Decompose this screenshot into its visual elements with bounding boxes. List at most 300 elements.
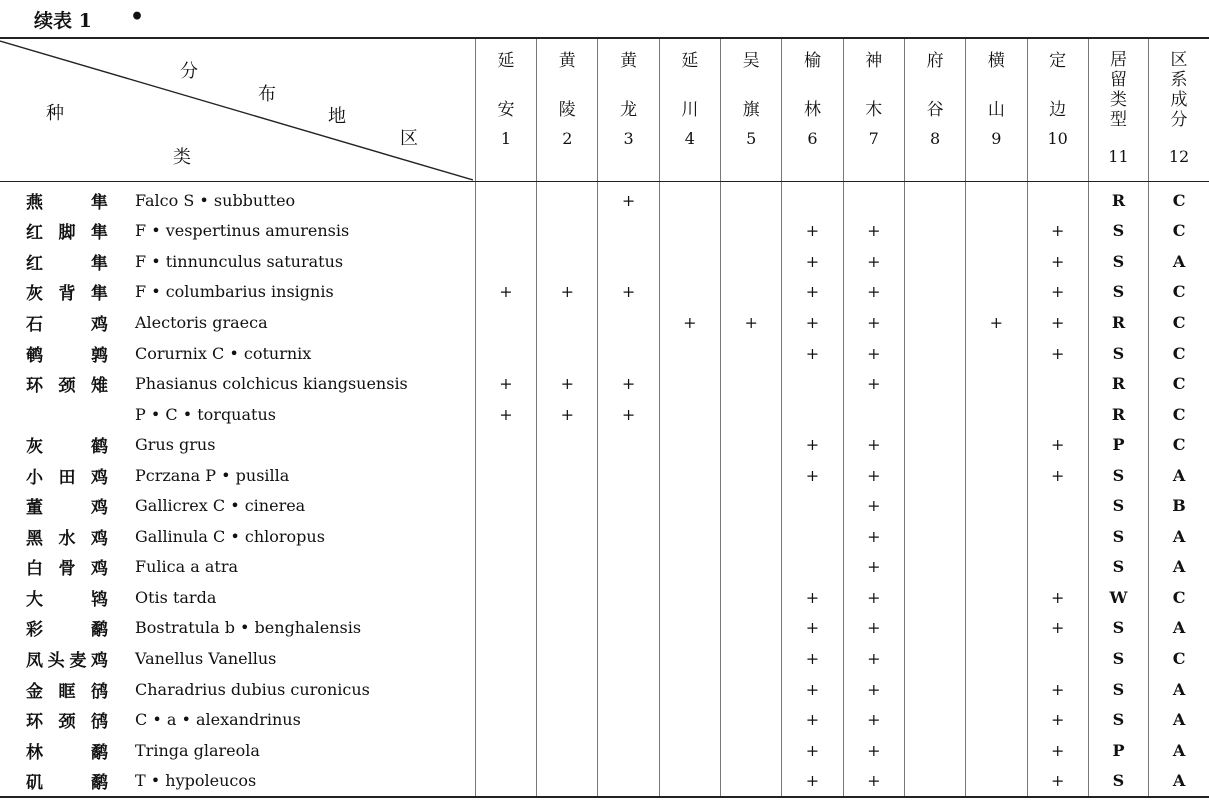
- region-presence-cell: [721, 399, 782, 430]
- zoogeo-component-cell: C: [1149, 643, 1209, 674]
- region-header: [537, 38, 598, 182]
- region-presence-cell: [721, 338, 782, 369]
- species-cell: [0, 735, 475, 766]
- diag-label-bottom: 类: [173, 147, 191, 168]
- region-presence-cell: +: [598, 182, 659, 216]
- region-header-number: 5: [746, 129, 757, 148]
- region-presence-cell: +: [475, 399, 536, 430]
- species-chinese-name: 林鹬: [26, 742, 108, 763]
- residence-type-cell: R: [1088, 368, 1148, 399]
- region-presence-cell: [904, 338, 965, 369]
- region-header: [782, 38, 843, 182]
- region-header: [721, 38, 782, 182]
- region-presence-cell: [904, 460, 965, 491]
- region-presence-cell: [659, 704, 720, 735]
- species-cell: [0, 490, 475, 521]
- region-presence-cell: [475, 338, 536, 369]
- species-cell: [0, 460, 475, 491]
- region-presence-cell: +: [537, 399, 598, 430]
- region-presence-cell: [966, 582, 1027, 613]
- region-header: [659, 38, 720, 182]
- residence-type-cell: S: [1088, 704, 1148, 735]
- region-presence-cell: [721, 429, 782, 460]
- species-chinese-name: 环颈鸻: [26, 712, 108, 733]
- table-caption: 续表 1: [34, 10, 92, 32]
- species-chinese-name: 小田鸡: [26, 467, 108, 488]
- region-presence-cell: [966, 277, 1027, 308]
- species-scientific-name: Charadrius dubius curonicus: [135, 679, 370, 699]
- region-presence-cell: [721, 704, 782, 735]
- species-scientific-name: F • tinnunculus saturatus: [135, 251, 344, 271]
- region-presence-cell: [598, 429, 659, 460]
- species-scientific-name: Falco S • subbutteo: [135, 190, 296, 210]
- region-header-line1: 延: [497, 51, 515, 71]
- region-header-number: 8: [929, 129, 941, 148]
- region-header-line1: 定: [1049, 51, 1067, 71]
- region-header-number: 1: [500, 129, 512, 148]
- region-presence-cell: +: [782, 765, 843, 797]
- residence-type-header: [1088, 38, 1148, 182]
- species-scientific-name: C • a • alexandrinus: [135, 710, 301, 730]
- region-presence-cell: [904, 182, 965, 216]
- caption-dot: •: [130, 4, 145, 30]
- region-presence-cell: [537, 521, 598, 552]
- region-presence-cell: [537, 216, 598, 247]
- region-presence-cell: [475, 216, 536, 247]
- region-presence-cell: +: [1027, 765, 1088, 797]
- region-presence-cell: +: [843, 613, 904, 644]
- region-presence-cell: +: [843, 552, 904, 583]
- residence-type-cell: S: [1088, 460, 1148, 491]
- region-presence-cell: [475, 460, 536, 491]
- region-header-line2: 旗: [742, 100, 760, 120]
- region-presence-cell: [598, 460, 659, 491]
- region-presence-cell: [537, 338, 598, 369]
- region-header-line1: 黄: [620, 51, 638, 71]
- zoogeo-component-cell: A: [1149, 460, 1209, 491]
- residence-type-cell: R: [1088, 307, 1148, 338]
- region-presence-cell: [966, 338, 1027, 369]
- species-chinese-name: 矶鹬: [26, 773, 108, 794]
- region-header-line2: 木: [865, 100, 883, 120]
- region-header-line1: 横: [987, 51, 1005, 71]
- species-cell: [0, 307, 475, 338]
- table-row: [0, 368, 1209, 399]
- region-presence-cell: +: [966, 307, 1027, 338]
- region-presence-cell: [966, 399, 1027, 430]
- region-presence-cell: [904, 735, 965, 766]
- region-presence-cell: [659, 246, 720, 277]
- region-presence-cell: [475, 613, 536, 644]
- region-presence-cell: +: [475, 277, 536, 308]
- region-presence-cell: +: [843, 704, 904, 735]
- region-presence-cell: [904, 216, 965, 247]
- species-cell: [0, 582, 475, 613]
- region-header: [966, 38, 1027, 182]
- zoogeo-component-cell: A: [1149, 246, 1209, 277]
- species-chinese-name: 彩鹬: [26, 620, 108, 641]
- region-presence-cell: [659, 552, 720, 583]
- region-presence-cell: [659, 277, 720, 308]
- region-presence-cell: [598, 582, 659, 613]
- region-presence-cell: [659, 643, 720, 674]
- region-presence-cell: [966, 765, 1027, 797]
- region-header-line2: 林: [803, 100, 821, 120]
- region-presence-cell: [904, 674, 965, 705]
- region-presence-cell: [1027, 521, 1088, 552]
- region-presence-cell: [659, 338, 720, 369]
- region-presence-cell: [598, 765, 659, 797]
- region-presence-cell: [721, 613, 782, 644]
- zoogeo-component-cell: A: [1149, 613, 1209, 644]
- region-presence-cell: [659, 460, 720, 491]
- region-presence-cell: +: [782, 735, 843, 766]
- species-scientific-name: Gallicrex C • cinerea: [135, 496, 306, 516]
- region-presence-cell: [659, 216, 720, 247]
- species-scientific-name: Corurnix C • coturnix: [135, 343, 312, 363]
- species-scientific-name: F • columbarius insignis: [135, 282, 334, 302]
- zoogeo-component-label: 区系成分: [1170, 50, 1188, 130]
- table-row: [0, 521, 1209, 552]
- table-row: [0, 216, 1209, 247]
- region-presence-cell: [966, 704, 1027, 735]
- region-header-line1: 神: [865, 51, 883, 71]
- species-chinese-name: 董鸡: [26, 498, 108, 519]
- table-row: [0, 277, 1209, 308]
- table-row: [0, 182, 1209, 216]
- species-distribution-table: [0, 37, 1209, 798]
- region-presence-cell: +: [1027, 735, 1088, 766]
- region-presence-cell: +: [782, 613, 843, 644]
- region-presence-cell: +: [782, 674, 843, 705]
- header-row: [0, 38, 1209, 182]
- region-presence-cell: [721, 277, 782, 308]
- region-presence-cell: +: [782, 216, 843, 247]
- region-presence-cell: [966, 521, 1027, 552]
- region-presence-cell: [721, 643, 782, 674]
- zoogeo-component-cell: A: [1149, 521, 1209, 552]
- region-presence-cell: [966, 216, 1027, 247]
- residence-type-cell: S: [1088, 216, 1148, 247]
- residence-type-cell: S: [1088, 613, 1148, 644]
- species-cell: [0, 216, 475, 247]
- region-presence-cell: +: [782, 582, 843, 613]
- region-presence-cell: [904, 246, 965, 277]
- region-presence-cell: [475, 674, 536, 705]
- region-presence-cell: +: [659, 307, 720, 338]
- zoogeo-component-cell: A: [1149, 552, 1209, 583]
- region-presence-cell: +: [843, 674, 904, 705]
- zoogeo-component-cell: C: [1149, 182, 1209, 216]
- region-presence-cell: [966, 643, 1027, 674]
- species-cell: [0, 277, 475, 308]
- species-chinese-name: 金眶鸻: [26, 681, 108, 702]
- region-presence-cell: [904, 552, 965, 583]
- region-presence-cell: +: [843, 216, 904, 247]
- region-header-line2: 边: [1049, 100, 1067, 120]
- region-presence-cell: [659, 490, 720, 521]
- zoogeo-component-number: 12: [1168, 147, 1190, 166]
- region-presence-cell: [475, 246, 536, 277]
- region-header-line1: 黄: [558, 51, 576, 71]
- residence-type-cell: S: [1088, 246, 1148, 277]
- region-presence-cell: +: [1027, 246, 1088, 277]
- region-presence-cell: +: [1027, 338, 1088, 369]
- region-presence-cell: [904, 765, 965, 797]
- diag-label-right: 区: [400, 128, 418, 149]
- region-presence-cell: [721, 521, 782, 552]
- region-presence-cell: [537, 704, 598, 735]
- residence-type-label: 居留类型: [1109, 50, 1127, 130]
- region-presence-cell: [537, 246, 598, 277]
- table-row: [0, 338, 1209, 369]
- region-presence-cell: [598, 490, 659, 521]
- region-presence-cell: +: [782, 338, 843, 369]
- region-presence-cell: [659, 582, 720, 613]
- region-presence-cell: +: [782, 429, 843, 460]
- region-presence-cell: [537, 674, 598, 705]
- region-presence-cell: [721, 182, 782, 216]
- region-presence-cell: [659, 521, 720, 552]
- region-presence-cell: [966, 735, 1027, 766]
- species-chinese-name: 灰背隼: [26, 284, 108, 305]
- species-cell: [0, 399, 475, 430]
- diagonal-line: [0, 39, 473, 181]
- region-presence-cell: [904, 521, 965, 552]
- region-presence-cell: [782, 490, 843, 521]
- zoogeo-component-cell: C: [1149, 277, 1209, 308]
- region-header-line2: 陵: [558, 100, 576, 120]
- residence-type-cell: S: [1088, 490, 1148, 521]
- region-header-line2: 安: [497, 100, 515, 120]
- region-presence-cell: +: [782, 277, 843, 308]
- region-presence-cell: [721, 674, 782, 705]
- region-presence-cell: [904, 307, 965, 338]
- region-presence-cell: +: [843, 460, 904, 491]
- region-presence-cell: [782, 399, 843, 430]
- zoogeo-component-cell: B: [1149, 490, 1209, 521]
- region-presence-cell: +: [843, 307, 904, 338]
- species-cell: [0, 368, 475, 399]
- region-presence-cell: [904, 490, 965, 521]
- species-cell: [0, 765, 475, 797]
- residence-type-cell: S: [1088, 765, 1148, 797]
- region-presence-cell: [598, 552, 659, 583]
- species-scientific-name: Pcrzana P • pusilla: [135, 465, 290, 485]
- diagonal-header: [0, 38, 475, 182]
- region-presence-cell: [1027, 368, 1088, 399]
- residence-type-cell: S: [1088, 674, 1148, 705]
- zoogeo-component-cell: C: [1149, 429, 1209, 460]
- region-presence-cell: +: [782, 307, 843, 338]
- region-presence-cell: [598, 246, 659, 277]
- region-presence-cell: [1027, 552, 1088, 583]
- region-presence-cell: [598, 613, 659, 644]
- table-row: [0, 490, 1209, 521]
- species-scientific-name: Gallinula C • chloropus: [135, 526, 325, 546]
- region-presence-cell: [904, 582, 965, 613]
- species-chinese-name: 红脚隼: [26, 223, 108, 244]
- region-presence-cell: [904, 613, 965, 644]
- region-presence-cell: [475, 735, 536, 766]
- region-presence-cell: [1027, 182, 1088, 216]
- species-scientific-name: Bostratula b • benghalensis: [135, 618, 362, 638]
- region-presence-cell: [537, 307, 598, 338]
- region-presence-cell: [721, 735, 782, 766]
- species-cell: [0, 338, 475, 369]
- region-header-line2: 山: [987, 100, 1005, 120]
- region-presence-cell: [598, 338, 659, 369]
- region-presence-cell: [537, 490, 598, 521]
- region-presence-cell: +: [782, 643, 843, 674]
- region-presence-cell: [537, 735, 598, 766]
- region-header-line2: 龙: [620, 100, 638, 120]
- species-cell: [0, 429, 475, 460]
- region-presence-cell: [598, 216, 659, 247]
- table-row: [0, 704, 1209, 735]
- region-presence-cell: +: [537, 368, 598, 399]
- residence-type-cell: P: [1088, 429, 1148, 460]
- zoogeo-component-cell: C: [1149, 338, 1209, 369]
- region-presence-cell: [659, 674, 720, 705]
- region-presence-cell: [966, 429, 1027, 460]
- region-presence-cell: +: [598, 399, 659, 430]
- region-header: [904, 38, 965, 182]
- region-header-number: 7: [868, 129, 879, 148]
- species-chinese-name: 红隼: [26, 253, 108, 274]
- region-presence-cell: +: [843, 429, 904, 460]
- species-scientific-name: Phasianus colchicus kiangsuensis: [135, 374, 408, 394]
- species-cell: [0, 182, 475, 216]
- region-presence-cell: [966, 613, 1027, 644]
- region-presence-cell: +: [843, 582, 904, 613]
- region-presence-cell: [659, 735, 720, 766]
- zoogeo-component-cell: C: [1149, 307, 1209, 338]
- table-row: [0, 307, 1209, 338]
- region-header: [598, 38, 659, 182]
- species-cell: [0, 521, 475, 552]
- region-presence-cell: +: [843, 735, 904, 766]
- region-header: [843, 38, 904, 182]
- region-presence-cell: [475, 182, 536, 216]
- region-presence-cell: [598, 521, 659, 552]
- region-presence-cell: +: [843, 277, 904, 308]
- residence-type-cell: S: [1088, 521, 1148, 552]
- region-presence-cell: [659, 765, 720, 797]
- region-presence-cell: [598, 643, 659, 674]
- table-row: [0, 674, 1209, 705]
- species-chinese-name: 白骨鸡: [26, 559, 108, 580]
- region-presence-cell: [659, 429, 720, 460]
- region-header: [475, 38, 536, 182]
- region-presence-cell: [537, 552, 598, 583]
- region-header-line2: 川: [681, 100, 699, 120]
- region-header-line2: 谷: [926, 100, 944, 120]
- residence-type-cell: S: [1088, 277, 1148, 308]
- region-presence-cell: [966, 182, 1027, 216]
- region-presence-cell: [721, 368, 782, 399]
- region-presence-cell: [966, 674, 1027, 705]
- region-header-number: 2: [562, 129, 573, 148]
- species-chinese-name: 鹌鹑: [26, 345, 108, 366]
- region-presence-cell: [537, 460, 598, 491]
- region-presence-cell: [475, 704, 536, 735]
- region-header-number: 3: [623, 129, 634, 148]
- region-presence-cell: +: [782, 246, 843, 277]
- diag-label-left: 种: [46, 103, 64, 124]
- region-presence-cell: [904, 643, 965, 674]
- region-presence-cell: [1027, 399, 1088, 430]
- species-scientific-name: F • vespertinus amurensis: [135, 221, 350, 241]
- region-presence-cell: +: [537, 277, 598, 308]
- region-presence-cell: +: [721, 307, 782, 338]
- region-presence-cell: [904, 368, 965, 399]
- region-presence-cell: [721, 490, 782, 521]
- table-row: [0, 613, 1209, 644]
- species-scientific-name: Vanellus Vanellus: [135, 648, 277, 668]
- species-chinese-name: 凤头麦鸡: [26, 650, 108, 671]
- region-presence-cell: [904, 399, 965, 430]
- region-header-line1: 府: [926, 51, 944, 71]
- species-scientific-name: Otis tarda: [135, 587, 217, 607]
- region-header-number: 9: [991, 129, 1002, 148]
- species-cell: [0, 246, 475, 277]
- region-presence-cell: +: [843, 490, 904, 521]
- diag-label-top: 分: [180, 61, 198, 82]
- region-presence-cell: [598, 704, 659, 735]
- region-presence-cell: [1027, 490, 1088, 521]
- region-presence-cell: +: [1027, 582, 1088, 613]
- region-presence-cell: [966, 490, 1027, 521]
- region-header-line1: 吴: [742, 51, 760, 71]
- table-row: [0, 552, 1209, 583]
- table-row: [0, 643, 1209, 674]
- region-presence-cell: +: [598, 277, 659, 308]
- region-presence-cell: [782, 368, 843, 399]
- region-presence-cell: +: [1027, 613, 1088, 644]
- region-presence-cell: [537, 182, 598, 216]
- residence-type-cell: S: [1088, 338, 1148, 369]
- species-chinese-name: 石鸡: [26, 314, 108, 335]
- species-scientific-name: T • hypoleucos: [135, 771, 257, 791]
- region-presence-cell: [659, 368, 720, 399]
- residence-type-cell: S: [1088, 552, 1148, 583]
- diag-label-mid2: 地: [328, 106, 346, 127]
- region-header-number: 6: [807, 129, 818, 148]
- table-row: [0, 582, 1209, 613]
- region-presence-cell: +: [843, 765, 904, 797]
- region-presence-cell: [721, 765, 782, 797]
- region-presence-cell: [782, 552, 843, 583]
- region-presence-cell: [598, 307, 659, 338]
- region-presence-cell: +: [1027, 307, 1088, 338]
- region-presence-cell: [537, 582, 598, 613]
- region-header-number: 4: [684, 129, 695, 148]
- region-presence-cell: +: [475, 368, 536, 399]
- zoogeo-component-cell: C: [1149, 582, 1209, 613]
- region-presence-cell: [1027, 643, 1088, 674]
- region-presence-cell: +: [1027, 704, 1088, 735]
- species-chinese-name: 黑水鸡: [26, 528, 108, 549]
- region-presence-cell: [475, 521, 536, 552]
- region-presence-cell: +: [843, 246, 904, 277]
- residence-type-number: 11: [1108, 147, 1129, 166]
- region-presence-cell: [782, 521, 843, 552]
- region-presence-cell: [904, 704, 965, 735]
- species-cell: [0, 674, 475, 705]
- region-presence-cell: [843, 399, 904, 430]
- zoogeo-component-cell: C: [1149, 368, 1209, 399]
